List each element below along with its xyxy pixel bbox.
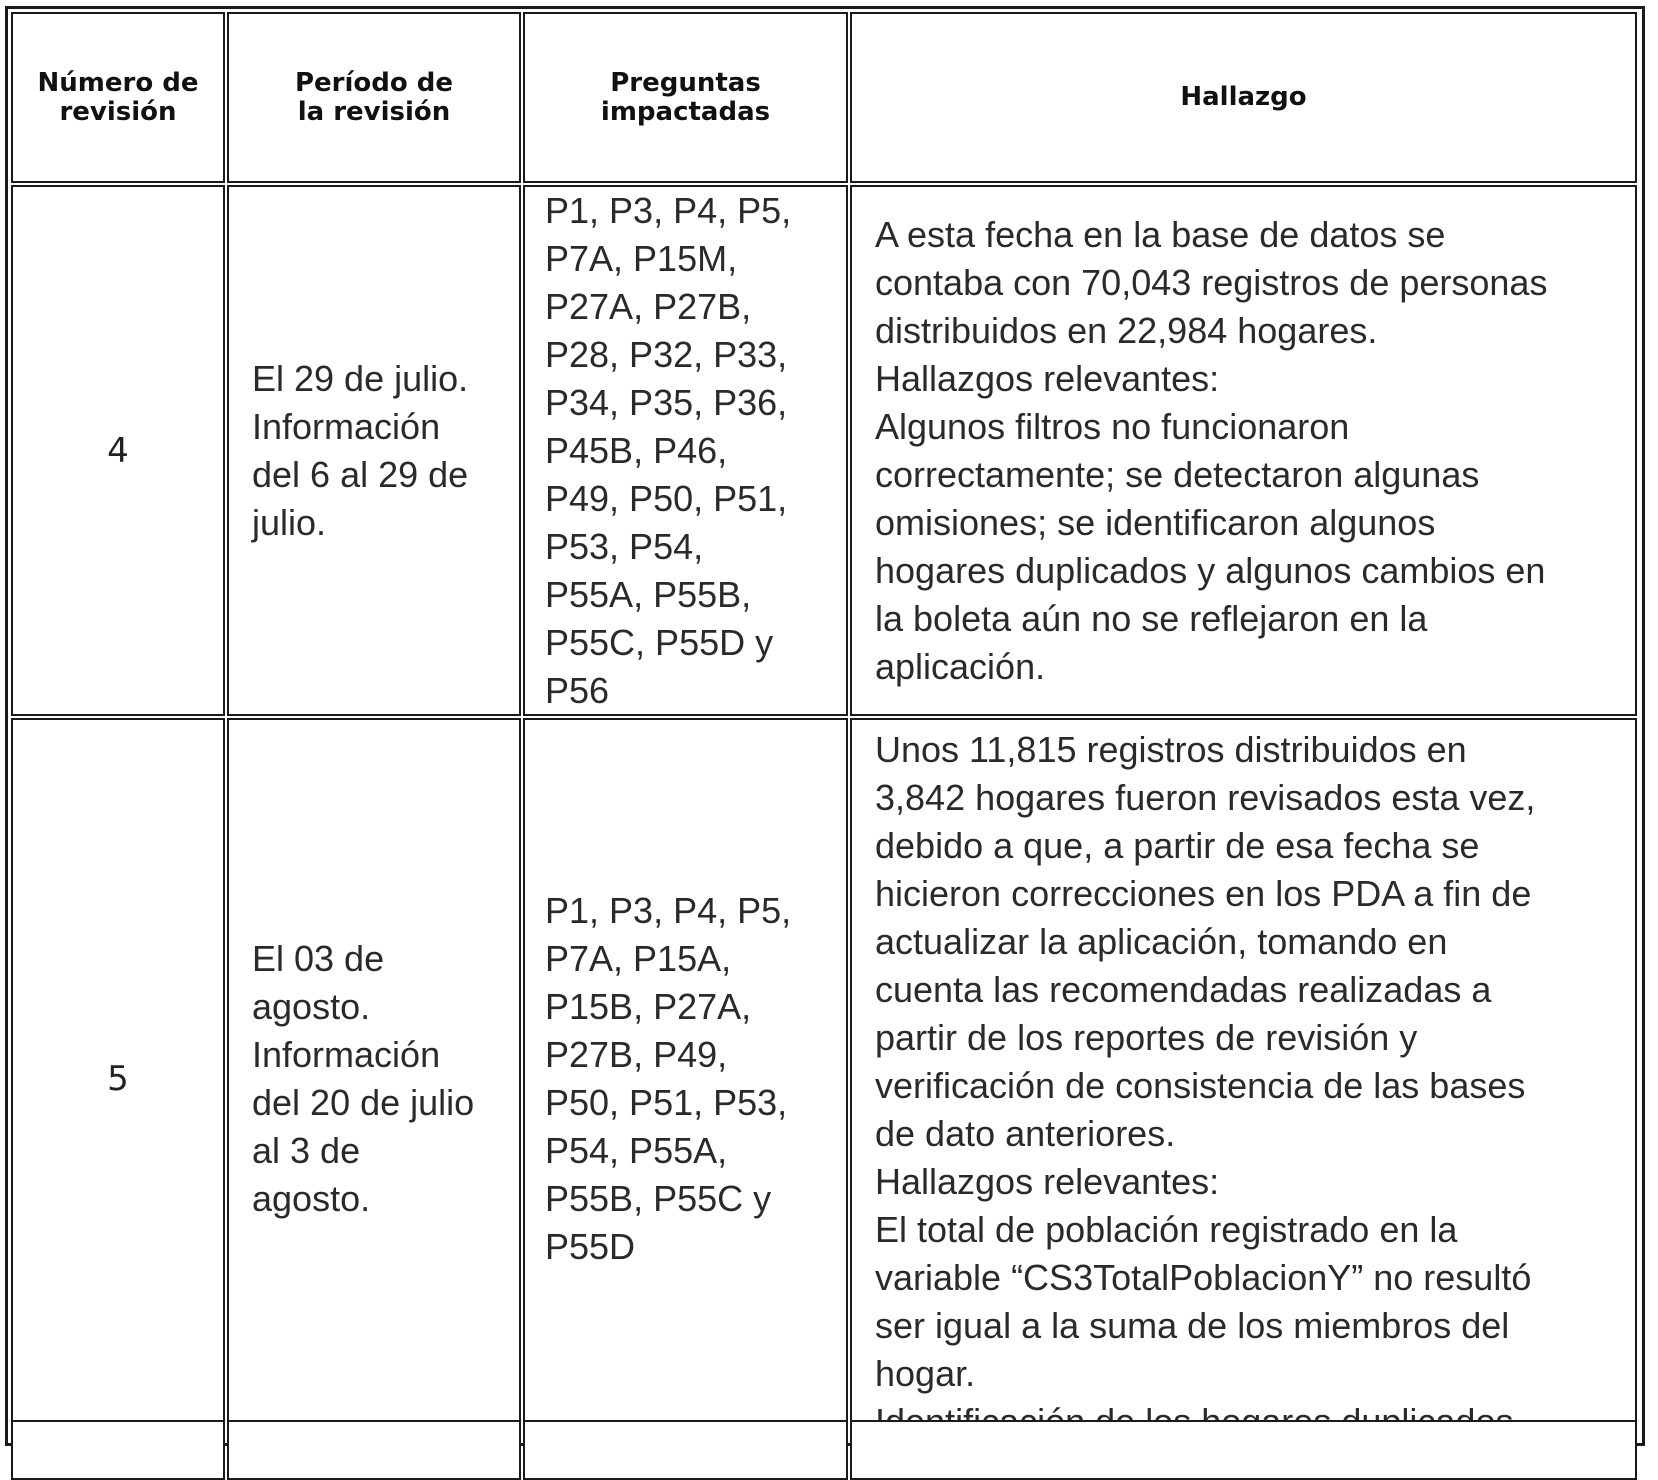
next-row-periodo: [227, 1420, 521, 1480]
row-5-numero: [11, 718, 225, 1440]
periodo-line: Información: [252, 1034, 441, 1075]
next-row-hallazgo: [850, 1420, 1637, 1480]
hallazgo-line: aplicación.: [875, 645, 1046, 687]
preguntas-line: P7A, P15A,: [545, 938, 732, 979]
hallazgo-line: debido a que, a partir de esa fecha se: [875, 825, 1480, 866]
periodo-line: Información: [252, 405, 441, 447]
revision-number: 4: [107, 430, 129, 471]
periodo-line: del 20 de julio: [252, 1082, 475, 1123]
revision-number: 5: [107, 1059, 129, 1099]
hallazgo-line: Hallazgos relevantes:: [875, 1161, 1220, 1202]
preguntas-line: P55C, P55D y: [545, 621, 774, 663]
hallazgo-line: ser igual a la suma de los miembros del: [875, 1305, 1510, 1346]
preguntas-line: P1, P3, P4, P5,: [545, 189, 792, 231]
preguntas-line: P54, P55A,: [545, 1130, 728, 1171]
row-4-periodo: [227, 185, 521, 716]
preguntas-line: P45B, P46,: [545, 429, 728, 471]
header-hallazgo: [850, 12, 1637, 183]
preguntas-line: P50, P51, P53,: [545, 1082, 788, 1123]
hallazgo-line: la boleta aún no se reflejaron en la: [875, 597, 1428, 639]
hallazgo-line: Algunos filtros no funcionaron: [875, 405, 1350, 447]
preguntas-line: P7A, P15M,: [545, 237, 738, 279]
row-5-preguntas: [523, 718, 848, 1440]
row-5-periodo: [227, 718, 521, 1440]
header-periodo-label: Período de la revisión: [294, 67, 454, 127]
hallazgo-line: partir de los reportes de revisión y: [875, 1017, 1418, 1058]
hallazgo-line: hogares duplicados y algunos cambios en: [875, 549, 1546, 591]
periodo-line: al 3 de: [252, 1130, 361, 1171]
row-4-hallazgo: [850, 185, 1637, 716]
preguntas-line: P34, P35, P36,: [545, 381, 788, 423]
preguntas-line: P55D: [545, 1226, 636, 1267]
next-row-numero: [11, 1420, 225, 1480]
preguntas-line: P27B, P49,: [545, 1034, 728, 1075]
preguntas-line: P53, P54,: [545, 525, 704, 567]
hallazgo-line: actualizar la aplicación, tomando en: [875, 921, 1448, 962]
next-row-preguntas: [523, 1420, 848, 1480]
hallazgo-line: hicieron correcciones en los PDA a fin de: [875, 873, 1532, 914]
row-4-preguntas: [523, 185, 848, 716]
periodo-line: agosto.: [252, 1178, 371, 1219]
hallazgo-line: correctamente; se detectaron algunas: [875, 453, 1480, 495]
periodo-line: del 6 al 29 de: [252, 453, 469, 495]
preguntas-line: P15B, P27A,: [545, 986, 752, 1027]
hallazgo-line: omisiones; se identificaron algunos: [875, 501, 1436, 543]
preguntas-line: P27A, P27B,: [545, 285, 752, 327]
header-preguntas-impactadas: [523, 12, 848, 183]
hallazgo-line: de dato anteriores.: [875, 1113, 1176, 1154]
periodo-line: El 03 de: [252, 938, 385, 979]
header-hallazgo-label: Hallazgo: [1180, 82, 1307, 112]
hallazgo-line: El total de población registrado en la: [875, 1209, 1458, 1250]
periodo-line: agosto.: [252, 986, 371, 1027]
hallazgo-line: Hallazgos relevantes:: [875, 357, 1220, 399]
header-numero-revision: [11, 12, 225, 183]
periodo-line: julio.: [252, 501, 327, 543]
periodo-line: El 29 de julio.: [252, 357, 469, 399]
row-5-hallazgo: [850, 718, 1637, 1440]
preguntas-line: P49, P50, P51,: [545, 477, 788, 519]
hallazgo-line: hogar.: [875, 1353, 976, 1394]
hallazgo-line: variable “CS3TotalPoblacionY” no resultó: [875, 1257, 1532, 1298]
row-4-numero: [11, 185, 225, 716]
header-preguntas-label: Preguntas impactadas: [600, 67, 771, 127]
preguntas-line: P1, P3, P4, P5,: [545, 890, 792, 931]
preguntas-line: P55A, P55B,: [545, 573, 752, 615]
preguntas-line: P28, P32, P33,: [545, 333, 788, 375]
hallazgo-line: cuenta las recomendadas realizadas a: [875, 969, 1492, 1010]
hallazgo-line: A esta fecha en la base de datos se: [875, 213, 1446, 255]
hallazgo-line: verificación de consistencia de las bases: [875, 1065, 1526, 1106]
hallazgo-line: distribuidos en 22,984 hogares.: [875, 309, 1378, 351]
hallazgo-line: 3,842 hogares fueron revisados esta vez,: [875, 777, 1536, 818]
header-numero-label: Número de revisión: [37, 67, 199, 127]
preguntas-line: P56: [545, 669, 610, 711]
hallazgo-line: Unos 11,815 registros distribuidos en: [875, 729, 1467, 770]
header-periodo-revision: [227, 12, 521, 183]
hallazgo-line: contaba con 70,043 registros de personas: [875, 261, 1548, 303]
preguntas-line: P55B, P55C y: [545, 1178, 772, 1219]
